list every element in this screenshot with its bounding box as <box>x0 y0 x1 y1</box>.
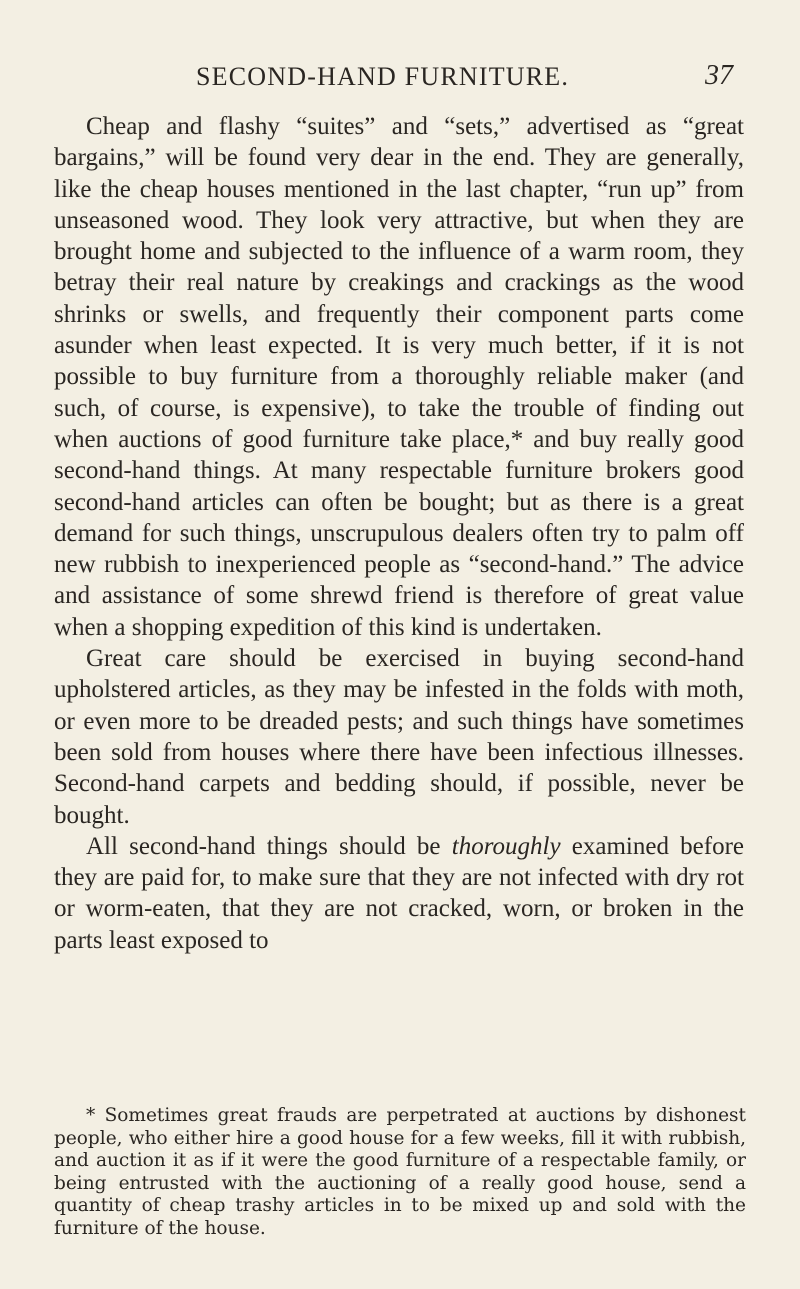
paragraph-2: Great care should be exercised in buying second-hand upholstered articles, as they may be infested in the folds with moth, or even more to be dreaded pests; and such things have sometimes been sold from houses where there have been infectious illnesses. Second-hand carpets and bedding should, if possible, never be bought. <box>54 645 744 829</box>
footnote <box>54 1105 746 1240</box>
body-text <box>54 111 744 956</box>
running-title: SECOND-HAND FURNITURE. <box>196 62 570 91</box>
page-number: 37 <box>705 60 733 91</box>
paragraph-3-text-start: All second-hand things should be <box>86 832 452 860</box>
paragraph-3-text-end: examined before they are paid for, to make sure that they are not infected with dry rot or worm-eaten, that they are not cracked, worn, or broken in the parts least exposed to <box>54 832 744 954</box>
footnote-text: * Sometimes great frauds are perpetrated at auctions by dishonest people, who either hire a good house for a few weeks, fill it with rubbish, and auction it as if it were the good furniture of a respectable family, or being entrusted with the auctioning of a really good house, send a quantity of cheap trashy articles in to be mixed up and sold with the furniture of the house. <box>54 1105 746 1239</box>
emphasis-thoroughly: thoroughly <box>451 832 561 860</box>
paragraph-3 <box>54 831 744 956</box>
paragraph-1: Cheap and flashy “suites” and “sets,” advertised as “great bargains,” will be found very dear in the end. They are generally, like the cheap houses mentioned in the last chapter, “run up” from unseasoned wood. They look very attractive, but when they are brought home and subjected to the influence of a warm room, they betray their real nature by creakings and crackings as the wood shrinks or swells, and frequently their component parts come asunder when least expected. It is very much better, if it is not possible to buy furniture from a thoroughly reliable maker (and such, of course, is expensive), to take the trouble of finding out when auctions of good furniture take place,* and buy really good second-hand things. At many respectable furniture brokers good second-hand articles can often be bought; but as there is a great demand for such things, unscrupulous dealers often try to palm off new rubbish to inexperienced people as “second-hand.” The advice and assistance of some shrewd friend is therefore of great value when a shopping expedition of this kind is undertaken. <box>54 113 744 641</box>
